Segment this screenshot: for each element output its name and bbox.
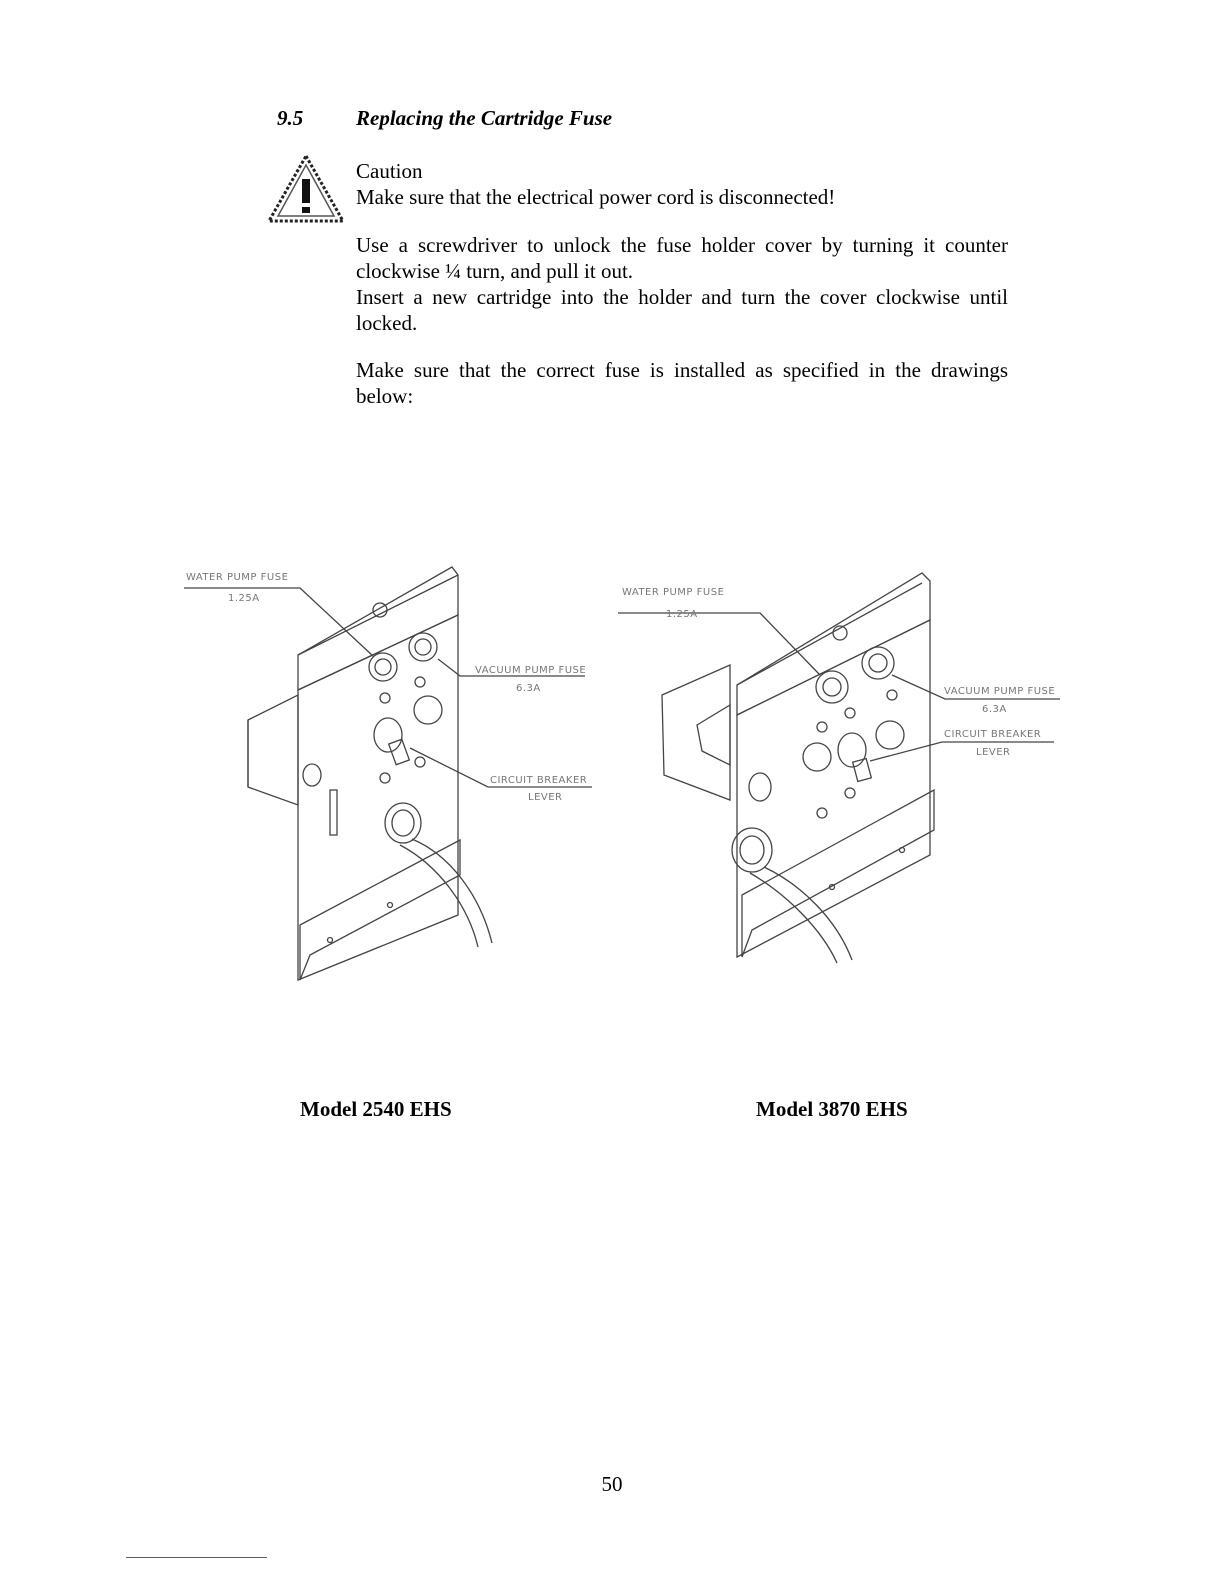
circuit-breaker-label: CIRCUIT BREAKER [944,729,1042,740]
instruction-paragraph: Use a screwdriver to unlock the fuse holder cover by turning it counter clockwise ¼ turn, and pull it out. [356,233,1008,283]
water-pump-fuse-rating: 1.25A [666,609,698,620]
fuse-panel-drawing-3870 [612,565,1072,970]
vacuum-pump-fuse-rating: 6.3A [516,683,541,694]
caution-text: Make sure that the electrical power cord is disconnected! [356,185,836,209]
footnote-rule [126,1557,267,1558]
water-pump-fuse-label: WATER PUMP FUSE [186,572,289,583]
section-number: 9.5 [277,106,304,130]
caution-label: Caution [356,159,423,183]
water-pump-fuse-rating: 1.25A [228,593,260,604]
instruction-paragraph: Insert a new cartridge into the holder and turn the cover clockwise until locked. [356,285,1008,335]
vacuum-pump-fuse-rating: 6.3A [982,704,1007,715]
warning-triangle-icon [266,153,346,225]
figure-caption-left: Model 2540 EHS [300,1097,452,1121]
section-title: Replacing the Cartridge Fuse [356,106,613,130]
page-number: 50 [601,1472,623,1496]
fuse-panel-drawing-2540 [180,555,600,985]
vacuum-pump-fuse-label: VACUUM PUMP FUSE [944,686,1056,697]
water-pump-fuse-label: WATER PUMP FUSE [622,587,725,598]
instruction-paragraph: Make sure that the correct fuse is installed as specified in the drawings below: [356,358,1008,408]
vacuum-pump-fuse-label: VACUUM PUMP FUSE [475,665,587,676]
circuit-breaker-label: CIRCUIT BREAKER [490,775,588,786]
circuit-breaker-lever-label: LEVER [976,747,1011,758]
circuit-breaker-lever-label: LEVER [528,792,563,803]
figure-caption-right: Model 3870 EHS [756,1097,908,1121]
